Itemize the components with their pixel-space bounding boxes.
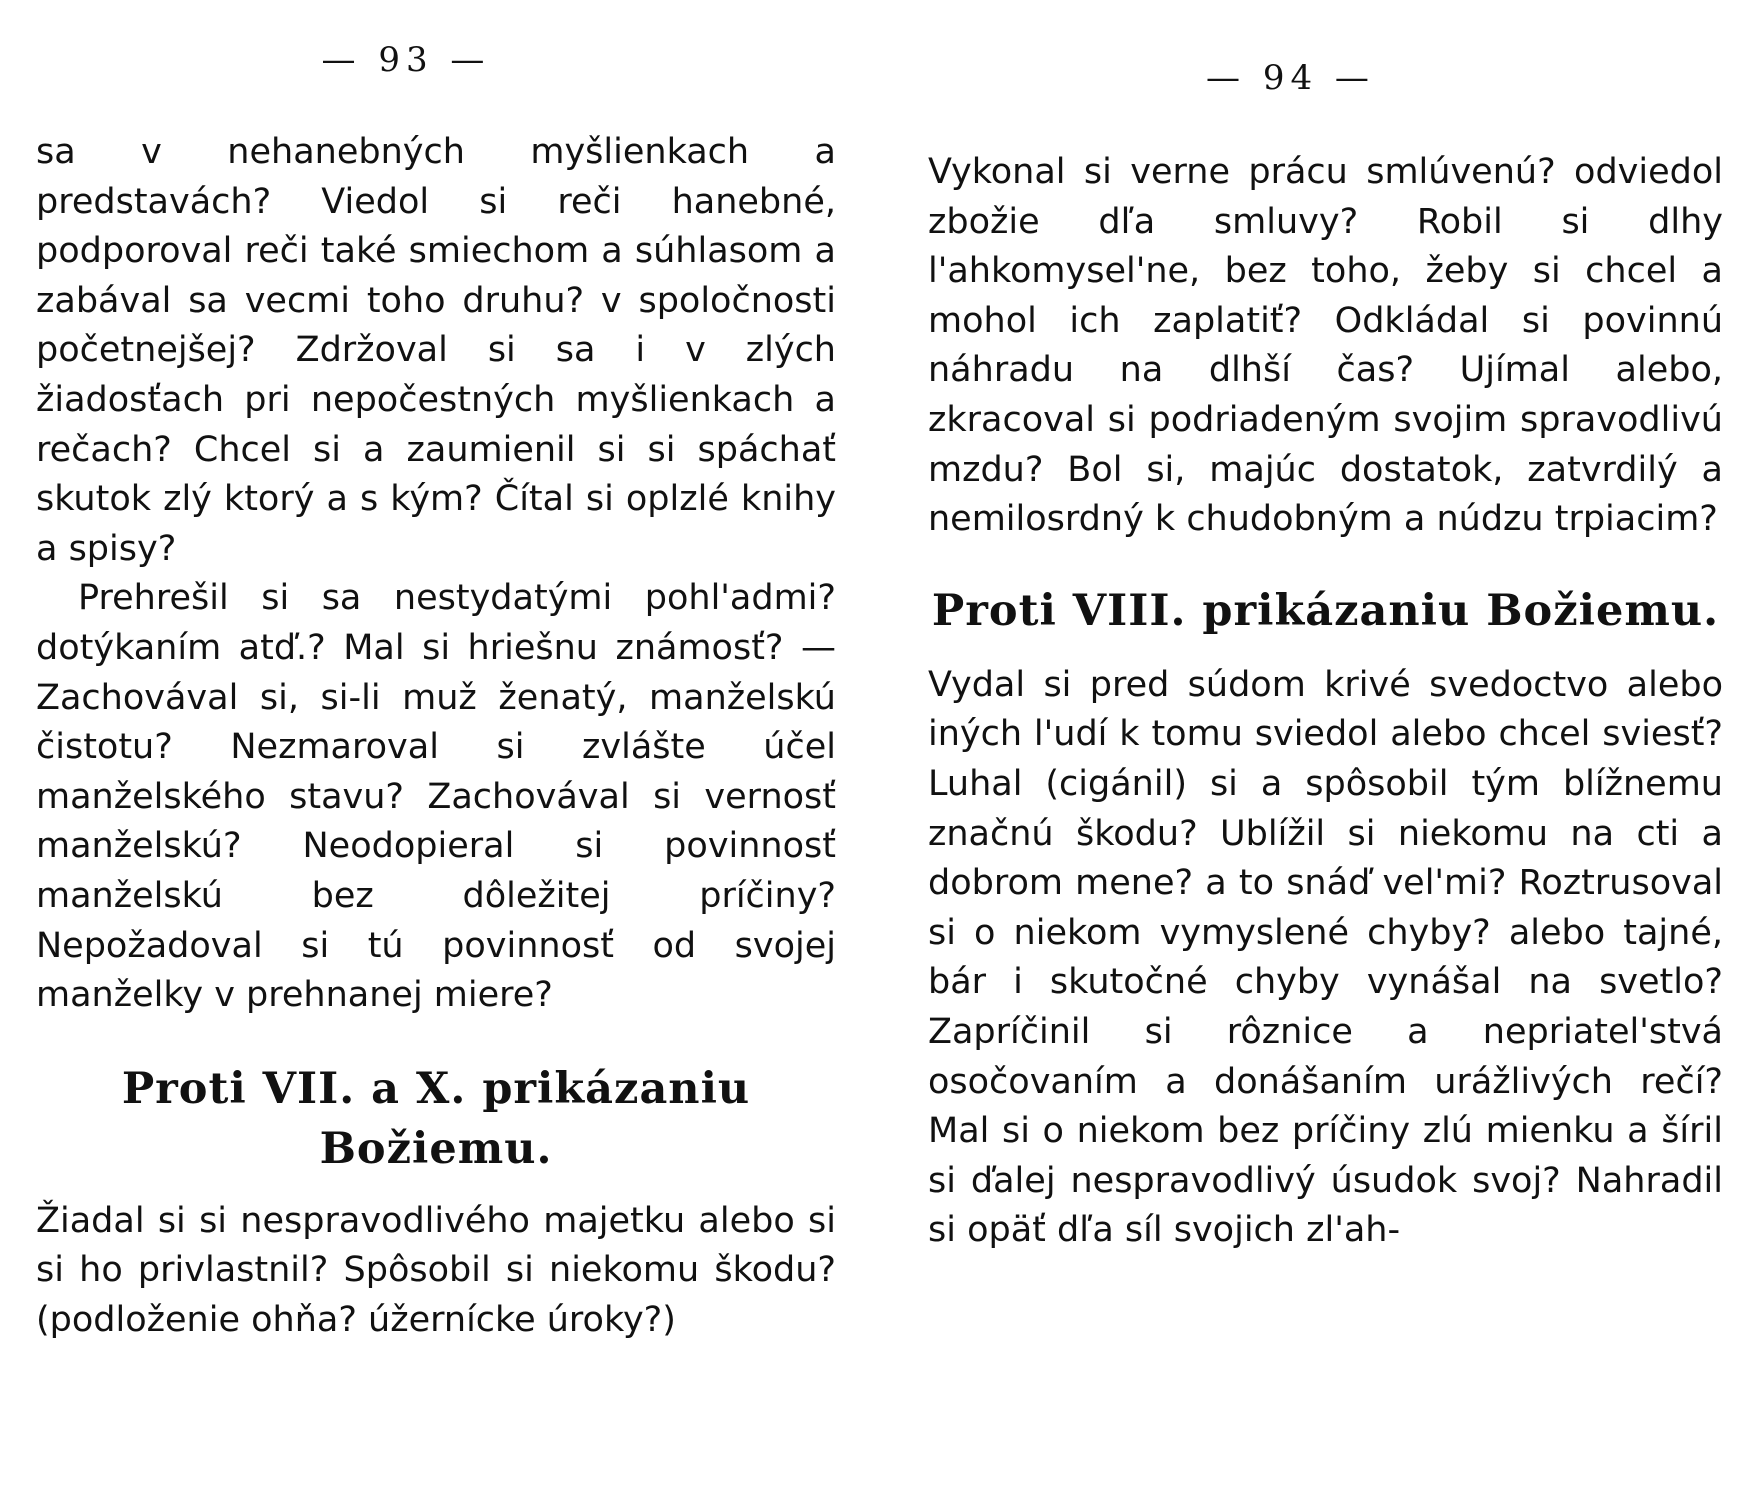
right-page	[928, 0, 1723, 1256]
paragraph: Žiadal si si nespravodlivého majetku alebo si si ho privlastnil? Spôsobil si niekomu škodu? (podloženie ohňa? úžernícke úroky?)	[36, 1200, 836, 1340]
paragraph: Prehrešil si sa nestydatými pohl'admi? dotýkaním atď.? Mal si hriešnu známosť? — Zachovával si, si-li muž ženatý, manželskú čistotu? Nezmaroval si zvlášte účel manželského stavu? Zachovával si vernosť manželskú? Neodopieral si povinnosť manželskú bez dôležitej príčiny? Nepožadoval si tú povinnosť od svojej manželky v prehnanej miere?	[36, 578, 836, 1016]
paragraph: sa v nehanebných myšlienkach a predstavách? Viedol si reči hanebné, podporoval reči také smiechom a súhlasom a zabával sa vecmi toho druhu? v spoločnosti početnejšej? Zdržoval si sa i v zlých žiadosťach pri nepočestných myšlienkach a rečach? Chcel si a zaumienil si si spáchať skutok zlý ktorý a s kým? Čítal si oplzlé knihy a spisy?	[36, 132, 836, 569]
left-page	[36, 0, 836, 1345]
page-number: — 94 —	[1206, 58, 1375, 98]
paragraph: Vykonal si verne prácu smlúvenú? odviedol zbožie dľa smluvy? Robil si dlhy l'ahkomysel'ne, bez toho, žeby si chcel a mohol ich zaplatiť? Odkládal si povinnú náhradu na dlhší čas? Ujímal alebo, zkracoval si podriadeným svojim spravodlivú mzdu? Bol si, majúc dostatok, zatvrdilý a nemilosrdný k chudobným a núdzu trpiacim?	[928, 152, 1723, 540]
section-heading: Proti VIII. prikázaniu Božiemu.	[931, 585, 1720, 636]
paragraph: Vydal si pred súdom krivé svedoctvo alebo iných l'udí k tomu sviedol alebo chcel sviesť? Luhal (cigánil) si a spôsobil tým blížnemu značnú škodu? Ublížil si niekomu na cti a dobrom mene? a to snáď vel'mi? Roztrusoval si o niekom vymyslené chyby? alebo tajné, bár i skutočné chyby vynášal na svetlo? Zapríčinil si rôznice a nepriatel'stvá osočovaním a donášaním urážlivých rečí? Mal si o niekom bez príčiny zlú mienku a šíril si ďalej nespravodlivý úsudok svoj? Nahradil si opäť dľa síl svojich zl'ah-	[928, 664, 1723, 1251]
section-heading: Proti VII. a X. prikázaniu Božiemu.	[121, 1063, 751, 1174]
page-number: — 93 —	[321, 40, 491, 80]
